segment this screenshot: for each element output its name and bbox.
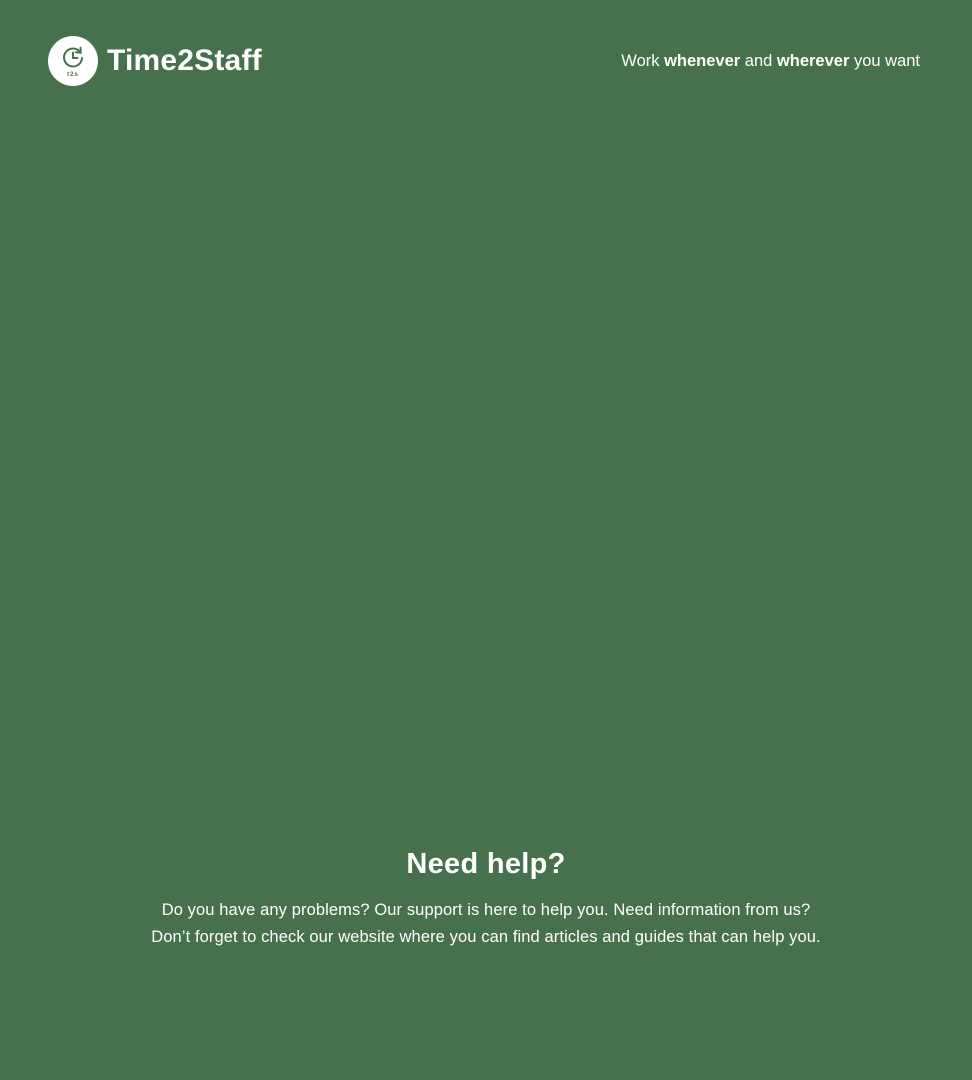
help-title: Need help? — [406, 848, 566, 880]
help-body: Do you have any problems? Our support is here to help you. Need information from us? Don’t forget to check our website where you can find articles and guides that can help you. — [151, 901, 821, 946]
brand-logo — [48, 36, 98, 86]
brand[interactable] — [48, 36, 262, 86]
header-tagline — [621, 52, 920, 71]
help-section — [0, 848, 972, 951]
tagline-part3: you want — [849, 51, 920, 70]
tagline-part2: and — [740, 51, 777, 70]
header — [0, 0, 972, 86]
logo-tiny-text: t2s — [67, 71, 79, 78]
clock-history-icon — [58, 45, 88, 71]
tagline-bold-whenever: whenever — [664, 51, 741, 70]
tagline-part1: Work — [621, 51, 665, 70]
brand-name: Time2Staff — [107, 44, 262, 77]
tagline-bold-wherever: wherever — [776, 51, 850, 70]
